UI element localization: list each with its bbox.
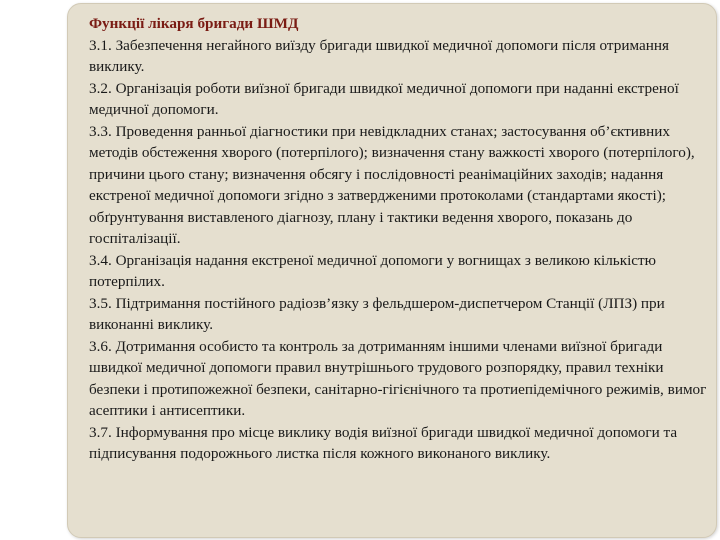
- list-item: 3.7. Інформування про місце виклику водія виїзної бригади швидкої медичної допомоги та підписування подорожнього листка після кожного виконаного виклику.: [89, 423, 678, 462]
- list-item: 3.1. Забезпечення негайного виїзду бригади швидкої медичної допомоги після отримання виклику.: [89, 36, 669, 75]
- list-item: 3.2. Організація роботи виїзної бригади швидкої медичної допомоги при наданні екстреної медичної допомоги.: [89, 79, 679, 118]
- list-item: 3.6. Дотримання особисто та контроль за дотриманням іншими членами виїзної бригади швидкої медичної допомоги правил внутрішнього трудового розпорядку, правил техніки безпеки і протипожежної безпеки, санітарно-гігієнічного та протиепідемічного режимів, вимог асептики і антисептики.: [89, 337, 707, 419]
- slide-heading: Функції лікаря бригади ШМД: [89, 15, 299, 32]
- list-item: 3.3. Проведення ранньої діагностики при невідкладних станах; застосування об’єктивних методів обстеження хворого (потерпілого); визначення стану важкості хворого (потерпілого), причини цього стану; визначення обсягу і послідовності реанімаційних заходів; надання екстреної медичної допомоги згідно з затвердженими протоколами (стандартами якості); обґрунтування виставленого діагнозу, плану і тактики ведення хворого, показань до госпіталізації.: [89, 122, 695, 247]
- list-item: 3.5. Підтримання постійного радіозв’язку з фельдшером-диспетчером Станції (ЛПЗ) при виконанні виклику.: [89, 294, 665, 333]
- slide-content: [89, 13, 714, 465]
- list-item: 3.4. Організація надання екстреної медичної допомоги у вогнищах з великою кількістю потерпілих.: [89, 251, 657, 290]
- slide-frame: [67, 3, 717, 538]
